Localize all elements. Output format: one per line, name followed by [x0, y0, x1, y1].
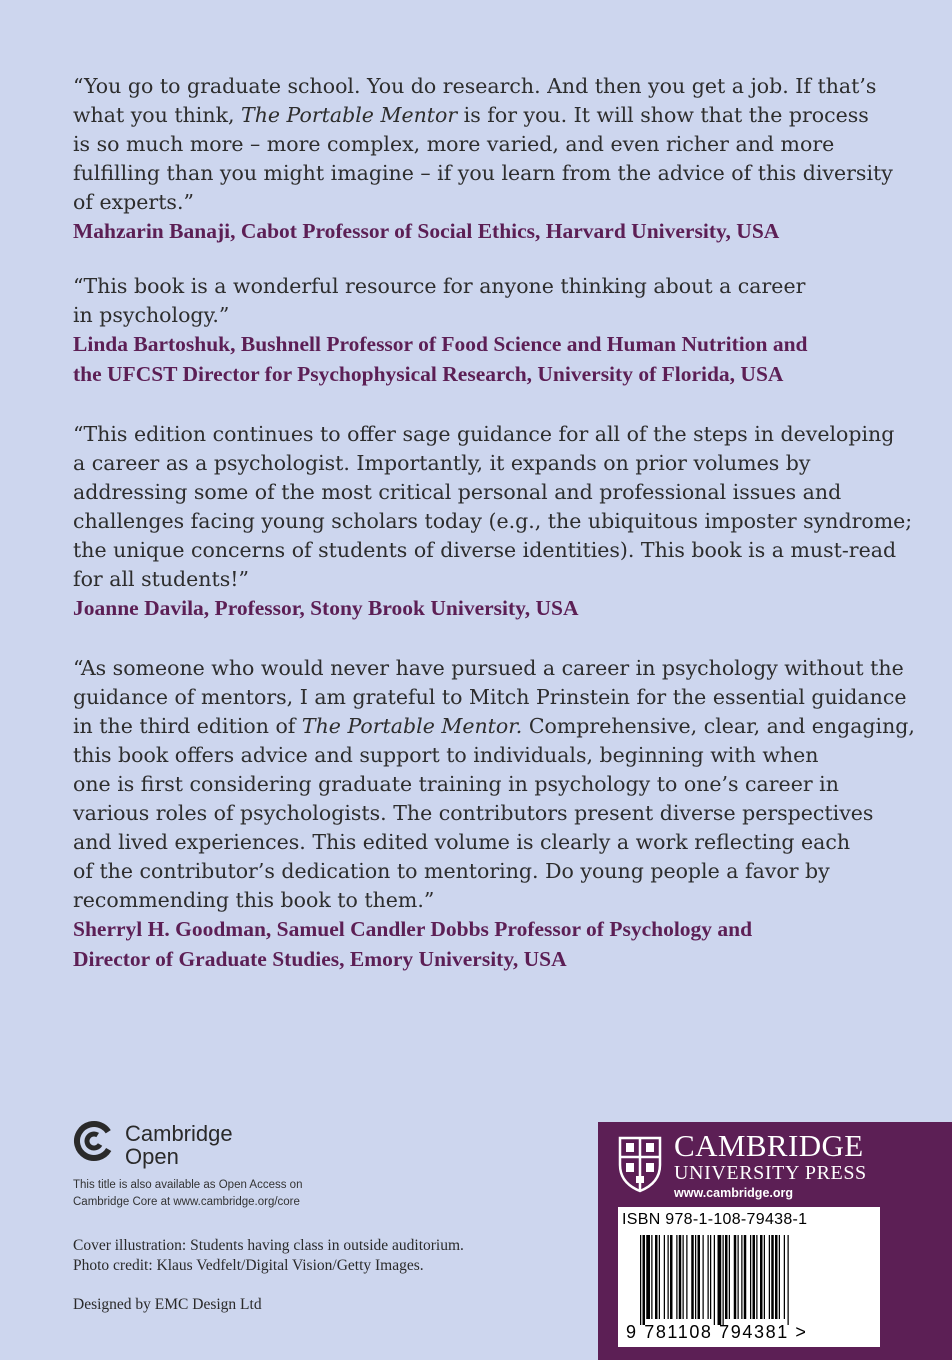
book-title: The Portable Mentor.	[301, 714, 523, 738]
quote-line: “This edition continues to offer sage guidance for all of the steps in developing	[73, 422, 895, 446]
barcode-bar	[695, 1235, 696, 1319]
quote-line: in psychology.”	[73, 303, 230, 327]
quote-line: various roles of psychologists. The contributors present diverse perspectives	[73, 801, 874, 825]
designer-credit: Designed by EMC Design Ltd	[73, 1296, 262, 1313]
barcode-bar	[640, 1235, 641, 1325]
barcode-bar	[744, 1235, 747, 1319]
quote-text	[73, 420, 913, 594]
barcode-bar	[779, 1235, 780, 1319]
quote-line: and lived experiences. This edited volume is clearly a work reflecting each	[73, 830, 851, 854]
barcode-bar	[788, 1235, 789, 1325]
quote-line: a career as a psychologist. Importantly, it expands on prior volumes by	[73, 451, 811, 475]
barcode-bar	[734, 1235, 737, 1319]
barcode-bar	[760, 1235, 763, 1319]
barcode-bar	[679, 1235, 682, 1319]
quote-line: the unique concerns of students of diverse identities). This book is a must-read	[73, 538, 897, 562]
quote-fragment: is for you. It will show that the process	[457, 103, 869, 127]
barcode-bar	[683, 1235, 684, 1319]
barcode-bar	[738, 1235, 739, 1319]
attribution-line: Mahzarin Banaji, Cabot Professor of Social Ethics, Harvard University, USA	[73, 219, 780, 243]
barcode-bar	[686, 1235, 687, 1319]
attribution-line: Sherryl H. Goodman, Samuel Candler Dobbs Professor of Psychology and	[73, 917, 753, 941]
publisher-name	[674, 1130, 867, 1184]
quote-attribution	[73, 915, 893, 974]
barcode-bar	[723, 1235, 724, 1325]
cambridge-open-name	[125, 1122, 233, 1168]
barcode-bar	[710, 1235, 711, 1319]
barcode-bar	[670, 1235, 673, 1319]
barcode-bar	[753, 1235, 756, 1319]
barcode-bar	[703, 1235, 704, 1319]
quote-attribution	[73, 594, 893, 624]
barcode-bar	[655, 1235, 658, 1319]
barcode-bar	[668, 1235, 669, 1319]
open-access-note-line1: This title is also available as Open Access on	[73, 1179, 303, 1191]
quote-fragment: in the third edition of	[73, 714, 302, 738]
barcode-bar	[664, 1235, 665, 1319]
open-access-note-line2: Cambridge Core at www.cambridge.org/core	[73, 1196, 300, 1208]
barcode-bar	[676, 1235, 677, 1319]
cambridge-shield-icon	[617, 1135, 663, 1193]
attribution-line: Director of Graduate Studies, Emory University, USA	[73, 946, 567, 971]
publisher-url[interactable]: www.cambridge.org	[674, 1186, 794, 1200]
isbn-barcode	[618, 1207, 880, 1347]
barcode-bar	[646, 1235, 650, 1319]
barcode-bar	[784, 1235, 785, 1319]
quote-line: fulfilling than you might imagine – if you learn from the advice of this diversity	[73, 161, 893, 185]
quote-line: “As someone who would never have pursued a career in psychology without the	[73, 656, 904, 680]
quote-line: is so much more – more complex, more varied, and even richer and more	[73, 132, 835, 156]
quote-line	[73, 712, 915, 741]
quote-line: of experts.”	[73, 190, 194, 214]
barcode-bar	[775, 1235, 778, 1319]
quote-line: guidance of mentors, I am grateful to Mitch Prinstein for the essential guidance	[73, 685, 907, 709]
barcode-bar	[708, 1235, 709, 1319]
barcode-bar	[750, 1235, 751, 1319]
quote-fragment: what you think,	[73, 103, 242, 127]
endorsement-quote	[73, 420, 913, 624]
quote-line: challenges facing young scholars today (e.g., the ubiquitous imposter syndrome;	[73, 509, 913, 533]
quote-line: one is first considering graduate training in psychology to one’s career in	[73, 772, 839, 796]
cambridge-open-line2: Open	[125, 1144, 179, 1169]
barcode-bar	[698, 1235, 701, 1319]
publisher-name-line1: CAMBRIDGE	[674, 1128, 864, 1163]
barcode-bar	[651, 1235, 652, 1319]
quote-line: this book offers advice and support to individuals, beginning with when	[73, 743, 819, 767]
barcode-bar	[714, 1235, 715, 1325]
photo-credit: Photo credit: Klaus Vedfelt/Digital Vision/Getty Images.	[73, 1257, 424, 1274]
barcode-bar	[771, 1235, 774, 1319]
endorsement-quote	[73, 654, 915, 974]
book-title: The Portable Mentor	[241, 103, 458, 127]
quote-text	[73, 272, 893, 330]
quote-line: “You go to graduate school. You do research. And then you get a job. If that’s	[73, 74, 877, 98]
barcode-bar	[718, 1235, 722, 1325]
attribution-line: Joanne Davila, Professor, Stony Brook University, USA	[73, 596, 579, 620]
endorsement-quote	[73, 72, 893, 247]
quote-line: “This book is a wonderful resource for anyone thinking about a career	[73, 274, 806, 298]
cover-credits	[73, 1236, 464, 1276]
isbn-label: ISBN 978-1-108-79438-1	[622, 1211, 808, 1228]
endorsement-quote	[73, 272, 893, 389]
barcode-bar	[725, 1235, 728, 1319]
attribution-line: Linda Bartoshuk, Bushnell Professor of Food Science and Human Nutrition and	[73, 332, 808, 356]
quote-text	[73, 72, 893, 217]
quote-attribution	[73, 330, 893, 389]
quote-line	[73, 101, 893, 130]
quote-line: recommending this book to them.”	[73, 888, 435, 912]
open-access-note	[73, 1177, 302, 1211]
quote-line: addressing some of the most critical personal and professional issues and	[73, 480, 842, 504]
publisher-name-line2: UNIVERSITY PRESS	[674, 1162, 867, 1184]
quote-line: of the contributor’s dedication to mentoring. Do young people a favor by	[73, 859, 830, 883]
quote-fragment: Comprehensive, clear, and engaging,	[522, 714, 915, 738]
cambridge-open-line1: Cambridge	[125, 1121, 233, 1146]
cover-illustration-credit: Cover illustration: Students having class in outside auditorium.	[73, 1237, 464, 1254]
barcode-digits: 9 781108 794381 >	[626, 1322, 808, 1342]
barcode-bar	[729, 1235, 730, 1319]
cambridge-open-icon	[73, 1120, 115, 1162]
quote-line: for all students!”	[73, 567, 249, 591]
barcode-bar	[659, 1235, 660, 1319]
quote-attribution	[73, 217, 893, 247]
barcode-bar	[764, 1235, 765, 1319]
barcode-bar	[643, 1235, 646, 1325]
barcode-bar	[741, 1235, 742, 1319]
publisher-panel	[598, 1122, 952, 1360]
barcode-bar	[691, 1235, 694, 1319]
quote-text	[73, 654, 915, 915]
attribution-line: the UFCST Director for Psychophysical Research, University of Florida, USA	[73, 361, 784, 386]
barcode-bar	[769, 1235, 770, 1319]
barcode-bar	[756, 1235, 757, 1319]
